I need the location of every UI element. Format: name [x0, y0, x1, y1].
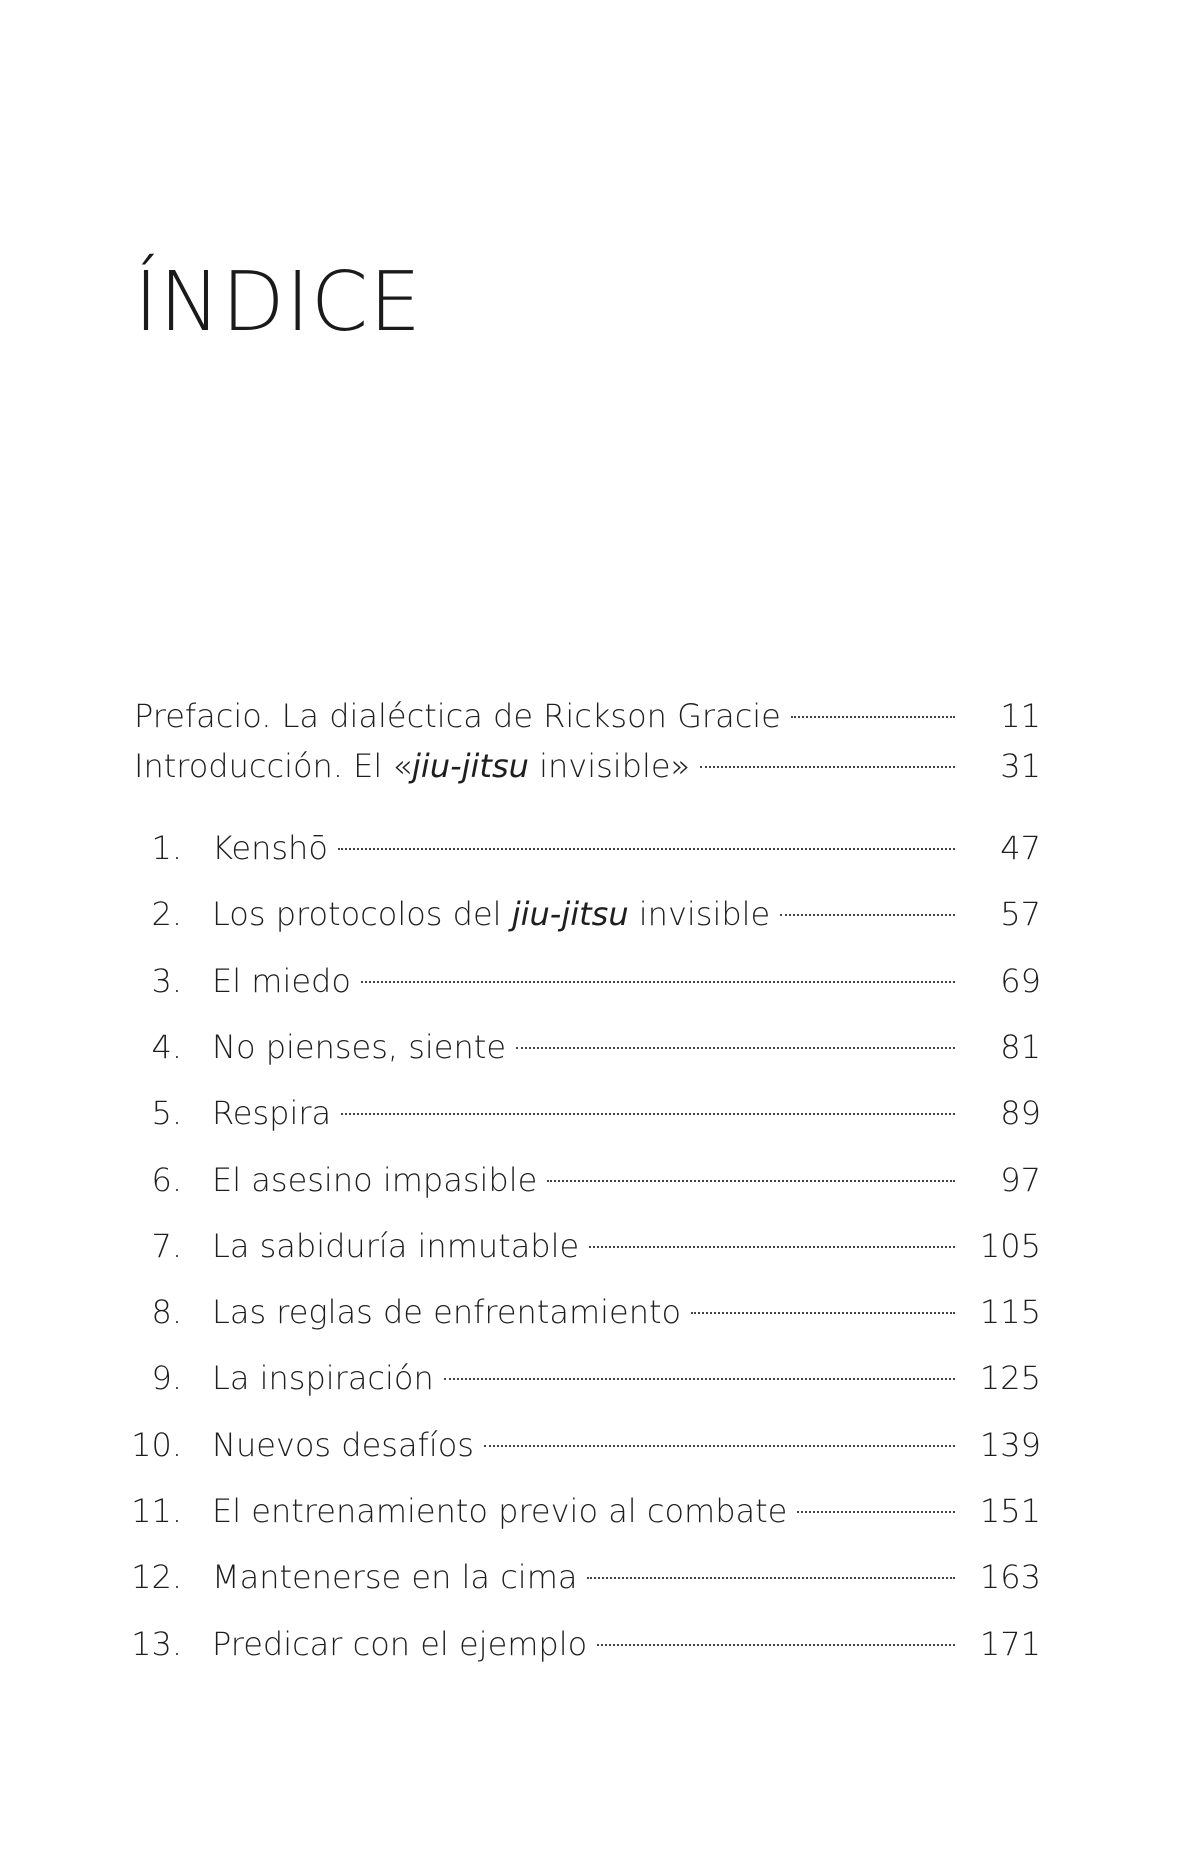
page-number: 125	[979, 1359, 1041, 1397]
chapter-number: 5.	[151, 1094, 182, 1132]
toc-entry-title: Los protocolos del jiu-jitsu invisible	[212, 895, 771, 933]
page-number: 11	[1000, 697, 1041, 735]
dot-leader	[587, 1577, 955, 1579]
page-number: 139	[979, 1426, 1041, 1464]
page-number: 97	[1000, 1161, 1041, 1199]
toc-entry	[212, 1022, 955, 1072]
dot-leader	[361, 981, 955, 983]
toc-entry	[212, 1088, 955, 1138]
dot-leader	[691, 1312, 955, 1314]
toc-chapter-row	[0, 1022, 1200, 1072]
toc-entry-title: El miedo	[212, 962, 351, 1000]
toc-entry	[212, 1420, 955, 1470]
dot-leader	[484, 1445, 955, 1447]
toc-chapter-row	[0, 1287, 1200, 1337]
chapter-number: 12.	[131, 1558, 182, 1596]
page-number: 47	[1000, 829, 1041, 867]
toc-entry	[134, 691, 955, 741]
dot-leader	[700, 766, 955, 768]
chapter-number: 2.	[151, 895, 182, 933]
dot-leader	[589, 1246, 955, 1248]
page-number: 115	[979, 1293, 1041, 1331]
page-number: 31	[1000, 747, 1041, 785]
chapter-number: 4.	[151, 1028, 182, 1066]
toc-chapter-row	[0, 1552, 1200, 1602]
toc-entry-title: Predicar con el ejemplo	[212, 1625, 588, 1663]
toc-entry-title: Introducción. El «jiu-jitsu invisible»	[134, 747, 691, 785]
chapter-number: 1.	[151, 829, 182, 867]
toc-entry-title: Kenshō	[212, 829, 328, 867]
dot-leader	[797, 1511, 955, 1513]
page-number: 81	[1000, 1028, 1041, 1066]
toc-entry	[212, 1486, 955, 1536]
toc-entry	[212, 956, 955, 1006]
page-number: 69	[1000, 962, 1041, 1000]
dot-leader	[780, 914, 955, 916]
chapter-number: 7.	[151, 1227, 182, 1265]
toc-chapter-row	[0, 1088, 1200, 1138]
toc-entry	[212, 1619, 955, 1669]
dot-leader	[444, 1378, 955, 1380]
toc-entry	[212, 1287, 955, 1337]
dot-leader	[597, 1644, 955, 1646]
toc-entry-title: El entrenamiento previo al combate	[212, 1492, 788, 1530]
chapter-number: 11.	[131, 1492, 182, 1530]
toc-chapter-row	[0, 1221, 1200, 1271]
toc-entry	[212, 889, 955, 939]
page-number: 163	[979, 1558, 1041, 1596]
toc-chapter-row	[0, 1155, 1200, 1205]
page-number: 57	[1000, 895, 1041, 933]
toc-chapter-row	[0, 1420, 1200, 1470]
dot-leader	[338, 848, 955, 850]
page-number: 171	[979, 1625, 1041, 1663]
toc-chapter-row	[0, 823, 1200, 873]
toc-chapter-row	[0, 956, 1200, 1006]
toc-entry-title: La inspiración	[212, 1359, 434, 1397]
toc-chapter-row	[0, 1353, 1200, 1403]
toc-entry	[212, 823, 955, 873]
dot-leader	[341, 1113, 955, 1115]
chapter-number: 9.	[151, 1359, 182, 1397]
toc-entry	[134, 741, 955, 791]
page-title: ÍNDICE	[134, 255, 422, 350]
page-number: 151	[979, 1492, 1041, 1530]
toc-entry-title: El asesino impasible	[212, 1161, 538, 1199]
dot-leader	[516, 1047, 955, 1049]
chapter-number: 13.	[131, 1625, 182, 1663]
dot-leader	[547, 1180, 955, 1182]
toc-entry	[212, 1155, 955, 1205]
chapter-number: 8.	[151, 1293, 182, 1331]
chapter-number: 6.	[151, 1161, 182, 1199]
toc-entry	[212, 1552, 955, 1602]
toc-chapter-row	[0, 1486, 1200, 1536]
toc-entry-title: Nuevos desafíos	[212, 1426, 474, 1464]
toc-entry-title: Prefacio. La dialéctica de Rickson Gracie	[134, 697, 781, 735]
page-number: 89	[1000, 1094, 1041, 1132]
chapter-number: 3.	[151, 962, 182, 1000]
chapter-number: 10.	[131, 1426, 182, 1464]
toc-entry-title: No pienses, siente	[212, 1028, 506, 1066]
toc-chapter-row	[0, 1619, 1200, 1669]
toc-entry-title: La sabiduría inmutable	[212, 1227, 580, 1265]
toc-entry	[212, 1353, 955, 1403]
toc-entry	[212, 1221, 955, 1271]
toc-entry-title: Mantenerse en la cima	[212, 1558, 578, 1596]
toc-entry-title: Respira	[212, 1094, 332, 1132]
toc-entry-title: Las reglas de enfrentamiento	[212, 1293, 682, 1331]
dot-leader	[791, 716, 955, 718]
toc-front-matter-row	[0, 691, 1200, 741]
page-number: 105	[979, 1227, 1041, 1265]
toc-chapter-row	[0, 889, 1200, 939]
toc-front-matter-row	[0, 741, 1200, 791]
